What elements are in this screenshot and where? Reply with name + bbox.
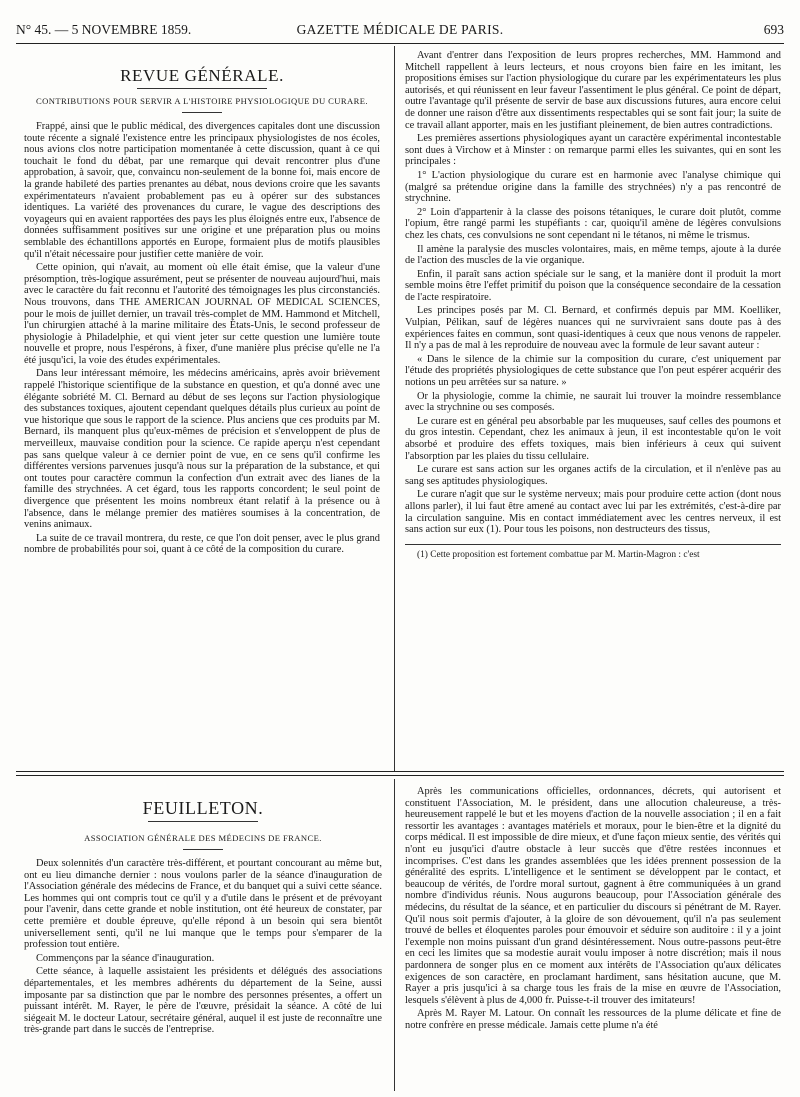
revue-paragraph: Le curare est sans action sur les organes actifs de la circulation, et il n'enlève pas au sang ses aptitudes physiologiques. xyxy=(405,464,781,487)
revue-paragraph: Cette opinion, qui n'avait, au moment où elle était émise, que la valeur d'une présomption, très-logique assurément, peut se présenter de nouveau aujourd'hui, mais avec le caractère du fait reconnu et l'autorité des témoignages les plus circonstanciés. Nous trouvons, dans THE AMERICAN JOURNAL OF MEDICAL SCIENCES, pour le mois de juillet dernier, un travail très-complet de MM. Hammond et Mitchell, l'un chirurgien attaché à la marine militaire des États-Unis, le second professeur de physiologie à Philadelphie, et qui vient jeter sur cette question une lumière toute nouvelle et propre, nous l'espérons, à fixer, d'une manière plus précise qu'elle ne l'a été jusqu'ici, la voie des études expérimentales. xyxy=(24,262,380,366)
revue-paragraph: Il amène la paralysie des muscles volontaires, mais, en même temps, ajoute à la durée de l'action des muscles de la vie organique. xyxy=(405,243,781,267)
revue-paragraph: 2° Loin d'appartenir à la classe des poisons tétaniques, le curare doit plutôt, comme l'opium, être rangé parmi les stupéfiants : car, quoiqu'il amène de légères convulsions chez les chats, ces convulsions ne sont cependant ni le tétanos, ni même le trismus. xyxy=(405,206,781,241)
revue-quote: « Dans le silence de la chimie sur la composition du curare, c'est uniquement par l'étude des propriétés physiologiques de cette substance que l'on peut espérer acquérir des notions un peu arrêtées sur sa nature. » xyxy=(405,353,781,389)
revue-paragraph: Dans leur intéressant mémoire, les médecins américains, après avoir brièvement rappelé l'historique scientifique de la substance en question, et qu'a donné avec une élégante sobriété M. Cl. Bernard au début de ses leçons sur l'action physiologique des substances toxiques, ajoutent cependant quelques détails plus curieux au point de vue historique que sous le rapport de la science. Plus anciens que ces produits par M. Bernard, ils manquent plus qu'eux-mêmes de précision et s'enveloppent de plus de merveilleux, mauvaise condition pour la science. Ce rapide aperçu n'est cependant pas sans quelque valeur à ce dernier point de vue, en ce sens qu'il confirme les différentes versions parvenues jusqu'à nous sur la préparation de la substance, et qui ont toutes pour caractère commun la confection d'un extrait avec des lianes de la famille des strychnées. A cet égard, tous les rapports concordent; le seul point de divergence que présentent les moins nombreux étant relatif à la présence ou à l'absence, dans le mélange premier des matières soumises à la concentration, de venins animaux. xyxy=(24,368,380,531)
title-underline xyxy=(137,88,267,89)
footnote: (1) Cette proposition est fortement combattue par M. Martin-Magron : c'est xyxy=(417,549,700,560)
page-number: 693 xyxy=(763,22,784,37)
feuilleton-rule-lower xyxy=(16,775,784,776)
column-divider-bottom xyxy=(394,779,395,1091)
issue-number: N° 45. — 5 NOVEMBRE 1859. xyxy=(16,22,192,37)
feuilleton-left-column xyxy=(24,797,382,1091)
revue-paragraph: La suite de ce travail montrera, du reste, ce que l'on doit penser, avec le plus grand nombre de probabilités pour soi, quant à ce côté de la composition du curare. xyxy=(24,532,380,556)
revue-paragraph: Avant d'entrer dans l'exposition de leurs propres recherches, MM. Hammond and Mitchell rappellent à leurs lecteurs, et nous croyons bien faire en les imitant, les propositions émises sur l'action physiologique du curare par les expérimentateurs les plus autorisés, et qui réunissent en leur faveur l'assentiment le plus général. Ce point de départ, outre l'avantage qu'il présente de servir de base aux discussions futures, aura encore celui de donner une raison d'être aux dissentiments respectables qui se sont fait jour; la suite de ce travail allant apporter, mais en les justifiant pleinement, de bien autres contradictions. xyxy=(405,50,781,131)
feuilleton-title-underline xyxy=(148,821,258,822)
revue-paragraph: Les principes posés par M. Cl. Bernard, et confirmés depuis par MM. Koelliker, Vulpian, Pélikan, sauf de légères nuances qui ne survivraient sans doute pas à des expériences faites en commun, sont quasi-identiques à ceux que nous venons de rappeler. Il n'y a pas de mal à les reproduire de nouveau avec la formule de leur savant auteur : xyxy=(405,305,781,352)
feuilleton-paragraph: Deux solennités d'un caractère très-différent, et pourtant concourant au même but, ont eu lieu dimanche dernier : nous voulons parler de la séance d'inauguration de l'Association générale des médecins de France, et du banquet qui a suivi cette séance. Les hommes qui ont compris tout ce qu'il y a d'utile dans le présent et de prévoyant pour l'avenir, dans cette grande et noble institution, ont été heureux de constater, par cette première et double épreuve, qu'elle répond à un besoin qui sera bientôt universellement senti, qu'il ne lui manque que le temps pour s'emparer de la profession tout entière. xyxy=(24,858,382,951)
feuilleton-right-column xyxy=(405,786,781,1092)
feuilleton-title: FEUILLETON. xyxy=(142,798,264,818)
revue-paragraph: Le curare est en général peu absorbable par les muqueuses, sauf celles des poumons et du gros intestin. Cependant, chez les animaux à jeun, il est incontestable qu'on le voit absorbé et produire des effets toxiques, mais bien inférieurs à ceux qui suivent l'absorption par les plaies du tissu cellulaire. xyxy=(405,415,781,462)
feuilleton-paragraph: Cette séance, à laquelle assistaient les présidents et délégués des associations départementales, et les membres adhérents du département de la Seine, aussi imposante par sa distinction que par le nombre des personnes présentes, a offert un puissant intérêt. M. Rayer, le père de l'œuvre, présidait la séance. A côté de lui siégeait M. le docteur Latour, secrétaire général, auquel il est juste de reconnaître une très-grande part dans le succès de l'entreprise. xyxy=(24,966,382,1036)
revue-title: REVUE GÉNÉRALE. xyxy=(120,66,284,85)
revue-paragraph: Le curare n'agit que sur le système nerveux; mais pour produire cette action (dont nous allons parler), il lui faut être amené au contact avec lui par les extrémités, c'est-à-dire par la circulation sanguine. Mis en contact immédiatement avec les centres nerveux, il est sans action sur eux (1). Pour tous les poisons, non destructeurs des tissus, xyxy=(405,489,781,536)
column-divider-top xyxy=(394,46,395,771)
feuilleton-paragraph: Après M. Rayer M. Latour. On connaît les ressources de la plume délicate et fine de notre confrère en presse médicale. Jamais cette plume n'a été xyxy=(405,1008,781,1031)
revue-paragraph: Les premières assertions physiologiques ayant un caractère expérimental incontestable sont dues à Virchow et à Minster : on remarque parmi elles les suivantes, qui en sont les principales : xyxy=(405,133,781,168)
running-header xyxy=(16,22,784,38)
footnote-rule xyxy=(405,544,781,545)
feuilleton-subtitle: ASSOCIATION GÉNÉRALE DES MÉDECINS DE FRANCE. xyxy=(84,833,322,843)
header-rule xyxy=(16,43,784,44)
revue-paragraph: Enfin, il paraît sans action spéciale sur le sang, et la manière dont il produit la mort semble moins être l'effet primitif du poison que la conséquence secondaire de la cessation de l'acte respiratoire. xyxy=(405,268,781,303)
subtitle-rule xyxy=(182,112,222,113)
revue-paragraph: 1° L'action physiologique du curare est en harmonie avec l'analyse chimique qui (malgré sa prétendue origine dans la famille des strychnées) n'y a pas rencontré de strychnine. xyxy=(405,169,781,205)
revue-paragraph: Or la physiologie, comme la chimie, ne saurait lui trouver la moindre ressemblance avec la strychnine ou ses composés. xyxy=(405,390,781,414)
revue-left-column xyxy=(24,66,380,768)
feuilleton-subtitle-rule xyxy=(183,849,223,850)
revue-paragraph: Frappé, ainsi que le public médical, des divergences capitales dont une discussion toute récente a signalé l'existence entre les principaux physiologistes de nos écoles, nous avions clos notre participation momentanée à cette discussion, quant à ce qui touchait le fond du débat, par une remarque qui devait rencontrer plus d'une approbation, à savoir, que, convaincu non-seulement de la bonne foi, mais encore de la grande habileté des parties prenantes au débat, nous devions croire que les savants expérimentateurs n'avaient probablement pas eu à opérer sur des substances identiques. La variété des provenances du curare, le vague des descriptions des voyageurs qui en avaient rapportées des pays les plus éloignés entre eux, l'absence de données suffisamment positives sur une origine et une préparation plus ou moins semblable des échantillons apportés en Europe, formaient plus de motifs plausibles qu'il n'était nécessaire pour justifier cette manière de voir. xyxy=(24,121,380,260)
revue-right-column xyxy=(405,50,781,766)
feuilleton-paragraph: Après les communications officielles, ordonnances, décrets, qui autorisent et constituent l'Association, M. le président, dans une allocution chaleureuse, a très-heureusement rappelé le but et les moyens d'action de la nouvelle association ; il en a fait ressortir les avantages : avantages matériels et moraux, pour le bien-être et la dignité du corps médical. Il est impossible de dire mieux, et d'une façon mieux sentie, des vérités qui n'ont eu jusqu'ici d'autre obstacle à leur succès que d'être restées inconnues et incomprises. C'est dans les grandes assemblées que les idées prennent possession de la généralité des esprits. L'intelligence et le sentiment se développent par le contact, et beaucoup de vérités, de l'ordre moral surtout, gagnent à être communiquées à un grand nombre d'individus réunis. Nous augurons beaucoup, pour l'Association générale des médecins, du résultat de la séance, et en particulier du discours si pénétrant de M. Rayer. Qu'il nous soit permis d'ajouter, à la gloire de son dévouement, qu'il n'a pas seulement trouvé de belles et éloquentes paroles pour émouvoir et séduire son auditoire : il y a joint l'exemple non moins puissant d'un grand désintéressement. Nous outre-passons peut-être en ceci les limites que sa modestie aurait voulu imposer à notre discrétion; mais il nous pardonnera de songer plus en ce moment aux intérêts de l'Association qu'aux délicates exigences de son caractère, en proclamant hardiment, sans hésitation aucune, que M. Rayer a pris jusqu'ici à sa charge tous les frais de la mise en œuvre de l'Association, lesquels s'élèvent à plus de 4,000 fr. Puisse-t-il trouver des imitateurs! xyxy=(405,786,781,1006)
feuilleton-rule-upper xyxy=(16,771,784,772)
revue-subtitle: CONTRIBUTIONS POUR SERVIR A L'HISTOIRE PHYSIOLOGIQUE DU CURARE. xyxy=(36,96,368,106)
feuilleton-paragraph: Commençons par la séance d'inauguration. xyxy=(36,952,215,964)
journal-title: GAZETTE MÉDICALE DE PARIS. xyxy=(296,22,504,37)
